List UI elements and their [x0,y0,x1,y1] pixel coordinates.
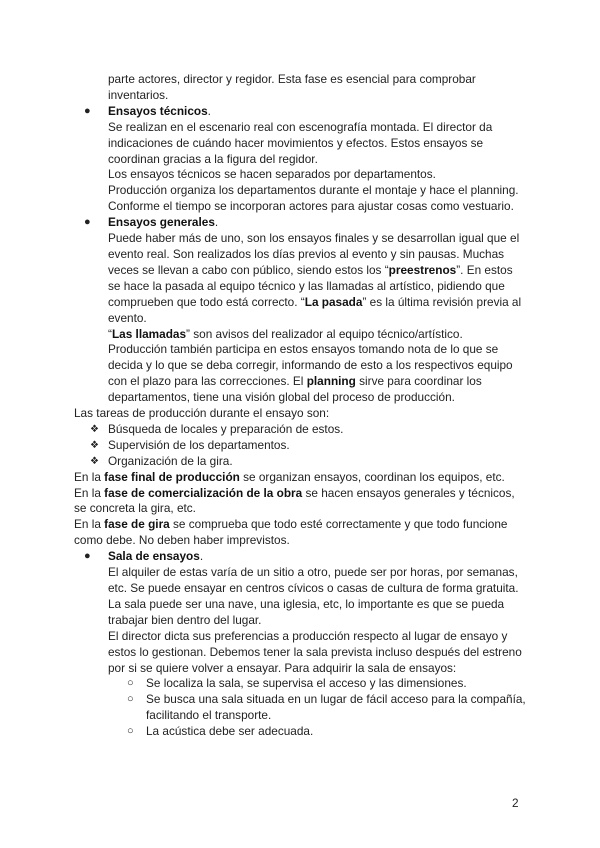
list-item: ❖ Búsqueda de locales y preparación de estos. [90,421,344,436]
list-item: ❖ Organización de la gira. [90,453,233,468]
ensayos-tecnicos-title: Ensayos técnicos [108,103,208,118]
list-item: ○ Se localiza la sala, se supervisa el acceso y las dimensiones. [127,676,467,691]
ensayos-tecnicos-line: Producción organiza los departamentos durante el montaje y hace el planning. [108,183,519,198]
circle-bullet-icon: ○ [127,725,134,738]
diamond-bullet-icon: ❖ [90,423,99,435]
bullet-dot-icon: ● [84,550,91,563]
circle-bullet-icon: ○ [127,677,134,690]
circle-bullet-icon: ○ [127,693,134,706]
intro-paragraph: parte actores, director y regidor. Esta fase es esencial para comprobar inventarios. [108,72,476,102]
bullet-dot-icon: ● [84,104,91,117]
ensayos-tecnicos-line: Se realizan en el escenario real con escenografía montada. El director da indicaciones de cuándo hacer movimientos y efectos. Estos ensayos se coordinan gracias a la figura del regidor. [108,119,493,166]
page-content [74,72,528,740]
diamond-bullet-icon: ❖ [90,439,99,451]
bullet-sala-ensayos: ● Sala de ensayos. El alquiler de estas varía de un sitio a otro, puede ser por horas, por semanas, etc. Se puede ensayar en centros cívicos o casas de cultura de forma gratuita. La sala puede ser una nave, una iglesia, etc, lo importante es que se pueda trabajar bien dentro del lugar. El director dicta sus preferencias a producción respecto al lugar de ensayo y estos lo gestionan. Debemos tener la sala prevista incluso después del estreno por si se quiere volver a ensayar. Para adquirir la sala de ensayos: [74,549,528,676]
sala-paragraph: El director dicta sus preferencias a producción respecto al lugar de ensayo y estos lo gestionan. Debemos tener la sala prevista incluso después del estreno por si se quiere volver a ensayar. Para adquirir la sala de ensayos: [108,628,522,675]
produccion-paragraph: Producción también participa en estos ensayos tomando nota de lo que se decida y lo que se deba corregir, informando de esto a los respectivos equipo con el plazo para las correcciones. El planning sirve para coordinar los departamentos, tiene una visión global del proceso de producción. [108,342,513,405]
term-la-pasada: La pasada [304,294,363,309]
diamond-bullet-icon: ❖ [90,455,99,467]
fase-comercializacion-paragraph: En la fase de comercialización de la obra se hacen ensayos generales y técnicos, se concreta la gira, etc. [74,485,515,516]
page-number: 2 [512,796,519,810]
bullet-ensayos-tecnicos: ● Ensayos técnicos. Se realizan en el escenario real con escenografía montada. El director da indicaciones de cuándo hacer movimientos y efectos. Estos ensayos se coordinan gracias a la figura del regidor. Los ensayos técnicos se hacen separados por departamentos. Producción organiza los departamentos durante el montaje y hace el planning. Conforme el tiempo se incorporan actores para ajustar cosas como vestuario. [74,104,528,215]
bullet-ensayos-generales: ● Ensayos generales. Puede haber más de uno, son los ensayos finales y se desarrollan igual que el evento real. Son realizados los días previos al evento y sin pausas. Muchas veces se llevan a cabo con público, siendo estos los “preestrenos”. En estos se hace la pasada al equipo técnico y las llamadas al artístico, pidiendo que comprueben que todo está correcto. “La pasada” es la última revisión previa al evento. “Las llamadas” son avisos del realizador al equipo técnico/artístico. Producción también participa en estos ensayos tomando nota de lo que se decida y lo que se deba corregir, informando de esto a los respectivos equipo con el plazo para las correcciones. El planning sirve para coordinar los departamentos, tiene una visión global del proceso de producción. [74,215,528,406]
term-preestrenos: preestrenos [388,262,457,277]
llamadas-paragraph: “Las llamadas” son avisos del realizador al equipo técnico/artístico. [108,326,463,341]
list-item: ○ La acústica debe ser adecuada. [127,724,314,739]
list-item: ○ Se busca una sala situada en un lugar de fácil acceso para la compañía, facilitando el transporte. [127,692,526,723]
term-planning: planning [306,374,356,389]
fase-final-paragraph: En la fase final de producción se organizan ensayos, coordinan los equipos, etc. [74,469,505,484]
tareas-intro: Las tareas de producción durante el ensayo son: [74,406,330,421]
ensayos-generales-paragraph: Puede haber más de uno, son los ensayos finales y se desarrollan igual que el evento real. Son realizados los días previos al evento y sin pausas. Muchas veces se llevan a cabo con público, siendo estos los “preestrenos”. En estos se hace la pasada al equipo técnico y las llamadas al artístico, pidiendo que comprueben que todo está correcto. “La pasada” es la última revisión previa al evento. [108,231,522,325]
sala-title: Sala de ensayos [108,549,200,564]
fase-gira-paragraph: En la fase de gira se comprueba que todo esté correctamente y que todo funcione como debe. No deben haber imprevistos. [74,517,508,548]
bullet-dot-icon: ● [84,216,91,229]
term-las-llamadas: Las llamadas [111,326,187,341]
ensayos-generales-title: Ensayos generales [108,215,215,230]
sala-paragraph: El alquiler de estas varía de un sitio a otro, puede ser por horas, por semanas, etc. Se puede ensayar en centros cívicos o casas de cultura de forma gratuita. La sala puede ser una nave, una iglesia, etc, lo importante es que se pueda trabajar bien dentro del lugar. [108,565,519,627]
list-item: ❖ Supervisión de los departamentos. [90,437,290,452]
ensayos-tecnicos-line: Los ensayos técnicos se hacen separados por departamentos. [108,167,436,182]
ensayos-tecnicos-line: Conforme el tiempo se incorporan actores para ajustar cosas como vestuario. [108,199,514,214]
